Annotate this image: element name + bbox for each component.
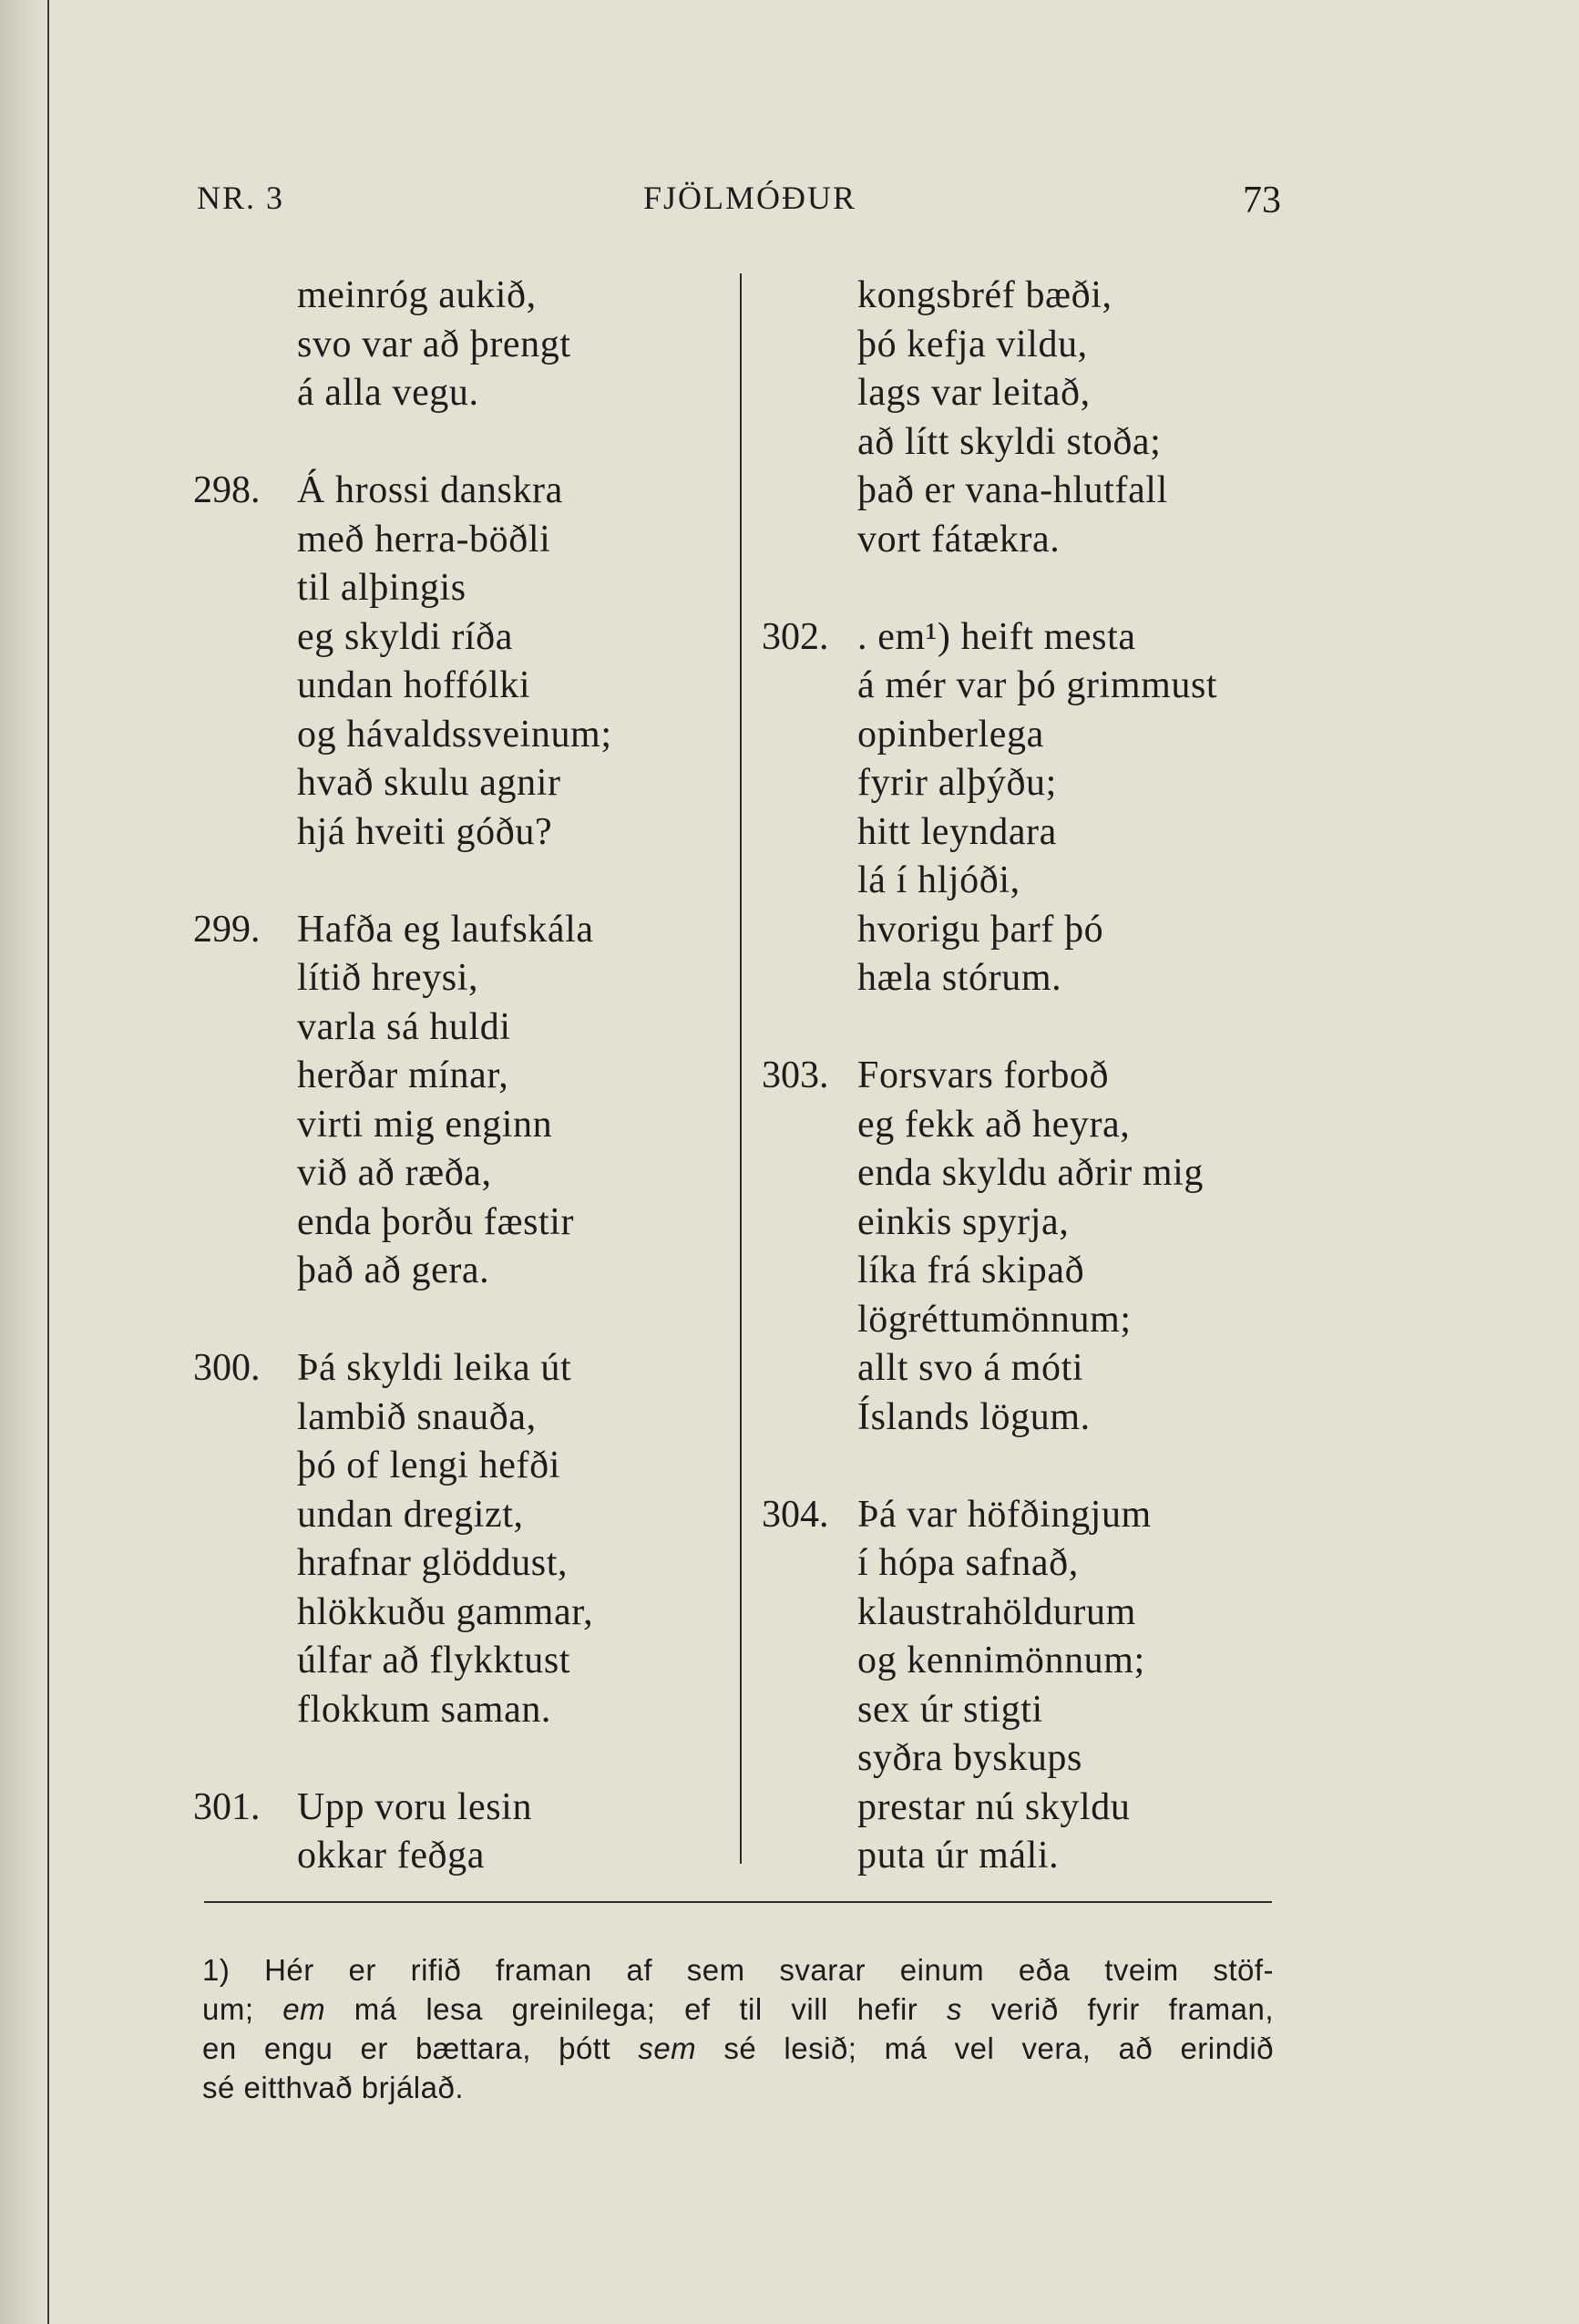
verse-line: og hávaldssveinum;	[297, 713, 612, 756]
verse-line: Forsvars forboð	[857, 1054, 1110, 1096]
verse-line: til alþingis	[297, 567, 467, 609]
verse-line: hvorigu þarf þó	[857, 908, 1104, 951]
verse-line: að lítt skyldi stoða;	[857, 420, 1162, 463]
footnote-text: má lesa greinilega; ef til vill hefir	[354, 1992, 918, 2026]
left-column	[193, 272, 749, 1881]
verse-line: lögréttumönnum;	[857, 1298, 1132, 1341]
verse-line: þó kefja vildu,	[857, 323, 1088, 365]
verse-line: okkar feðga	[297, 1835, 485, 1877]
page-number: 73	[1243, 180, 1281, 221]
stanza-number: 300.	[193, 1347, 261, 1389]
verse-line: puta úr máli.	[857, 1835, 1060, 1877]
journal-title: FJÖLMÓÐUR	[643, 180, 857, 216]
verse-line: hrafnar glöddust,	[297, 1542, 569, 1584]
verse-line: hlökkuðu gammar,	[297, 1590, 594, 1633]
verse-line: með herra-böðli	[297, 518, 551, 560]
footnote-text: Hér er rifið framan af sem svarar einum eða tveim stöf-	[264, 1953, 1274, 1987]
verse-line: það er vana-hlutfall	[857, 469, 1168, 511]
footnote-text: verið fyrir framan,	[990, 1992, 1275, 2026]
verse-line: kongsbréf bæði,	[857, 274, 1112, 316]
verse-line: einkis spyrja,	[857, 1200, 1070, 1243]
verse-line: lags var leitað,	[857, 372, 1091, 414]
verse-line: hvað skulu agnir	[297, 762, 561, 804]
verse-line: úlfar að flykktust	[297, 1640, 571, 1681]
footnote-emphasis: sem	[638, 2031, 697, 2065]
verse-line: við að ræða,	[297, 1152, 492, 1194]
verse-line: á alla vegu.	[297, 372, 479, 414]
footnote-line	[202, 2029, 1274, 2068]
footnote-line	[202, 1990, 1274, 2029]
running-header	[197, 179, 1281, 226]
verse-line: . em¹) heift mesta	[857, 615, 1136, 658]
verse-line: hitt leyndara	[857, 810, 1057, 853]
verse-line: Þá var höfðingjum	[857, 1493, 1152, 1536]
stanza	[193, 272, 749, 418]
verse-line: undan hoffólki	[297, 664, 531, 706]
verse-line: Á hrossi danskra	[297, 469, 563, 511]
verse-line: vort fátækra.	[857, 518, 1061, 560]
stanza	[764, 1052, 1310, 1442]
footnote-text: sé lesið; má vel vera, að erindið	[723, 2031, 1275, 2065]
verse-line: sex úr stigti	[857, 1688, 1043, 1731]
verse-line: það að gera.	[297, 1249, 490, 1291]
footnote-line: sé eitthvað brjálað.	[202, 2071, 465, 2104]
footnote-text: en engu er bættara, þótt	[202, 2031, 611, 2065]
verse-line: lítið hreysi,	[297, 957, 479, 999]
page-edge	[0, 0, 53, 2324]
verse-line: allt svo á móti	[857, 1347, 1084, 1389]
footnote-emphasis: em	[282, 1992, 326, 2026]
footnote-marker: 1)	[202, 1953, 231, 1987]
stanza	[193, 906, 749, 1296]
issue-number: NR. 3	[197, 180, 285, 216]
verse-line: enda skyldu aðrir mig	[857, 1152, 1205, 1194]
verse-line: enda þorðu fæstir	[297, 1200, 575, 1243]
stanza	[764, 613, 1310, 1003]
footnote-text: um;	[202, 1992, 254, 2026]
column-divider	[740, 273, 742, 1864]
verse-line: Íslands lögum.	[857, 1395, 1091, 1438]
binding-edge-line	[47, 0, 49, 2324]
verse-line: þó of lengi hefði	[297, 1445, 560, 1486]
verse-line: flokkum saman.	[297, 1688, 552, 1731]
verse-line: Upp voru lesin	[297, 1785, 533, 1828]
stanza-number: 299.	[193, 908, 261, 951]
verse-line: undan dregizt,	[297, 1493, 524, 1536]
verse-line: líka frá skipað	[857, 1249, 1085, 1291]
verse-line: fyrir alþýðu;	[857, 762, 1057, 804]
verse-line: lambið snauða,	[297, 1395, 537, 1438]
footnote-emphasis: s	[946, 1992, 962, 2026]
verse-line: eg fekk að heyra,	[857, 1103, 1131, 1146]
verse-line: eg skyldi ríða	[297, 615, 514, 658]
verse-line: hæla stórum.	[857, 957, 1062, 999]
verse-line: á mér var þó grimmust	[857, 664, 1218, 706]
verse-line: syðra byskups	[857, 1737, 1082, 1779]
stanza	[193, 1344, 749, 1734]
stanza-number: 304.	[762, 1493, 829, 1536]
verse-line: prestar nú skyldu	[857, 1785, 1131, 1828]
stanza	[764, 1491, 1310, 1881]
verse-line: meinróg aukið,	[297, 274, 537, 316]
verse-line: varla sá huldi	[297, 1005, 511, 1048]
stanza-number: 302.	[762, 615, 829, 658]
stanza-number: 301.	[193, 1785, 261, 1828]
stanza	[193, 467, 749, 857]
verse-line: svo var að þrengt	[297, 323, 571, 365]
right-column	[764, 272, 1310, 1881]
verse-line: virti mig enginn	[297, 1103, 553, 1146]
footnote-rule	[204, 1901, 1272, 1903]
verse-line: Hafða eg laufskála	[297, 908, 594, 951]
stanza-number: 298.	[193, 469, 261, 511]
verse-line: Þá skyldi leika út	[297, 1347, 572, 1389]
verse-line: herðar mínar,	[297, 1054, 509, 1096]
footnote-line	[202, 1950, 1274, 1990]
footnote	[202, 1950, 1274, 2107]
verse-line: og kennimönnum;	[857, 1640, 1145, 1681]
stanza-number: 303.	[762, 1054, 829, 1096]
stanza	[193, 1784, 749, 1881]
verse-line: klaustrahöldurum	[857, 1590, 1136, 1633]
verse-line: opinberlega	[857, 713, 1044, 756]
verse-line: hjá hveiti góðu?	[297, 810, 553, 853]
verse-line: lá í hljóði,	[857, 859, 1020, 901]
verse-line: í hópa safnað,	[857, 1542, 1079, 1584]
stanza	[764, 272, 1310, 564]
